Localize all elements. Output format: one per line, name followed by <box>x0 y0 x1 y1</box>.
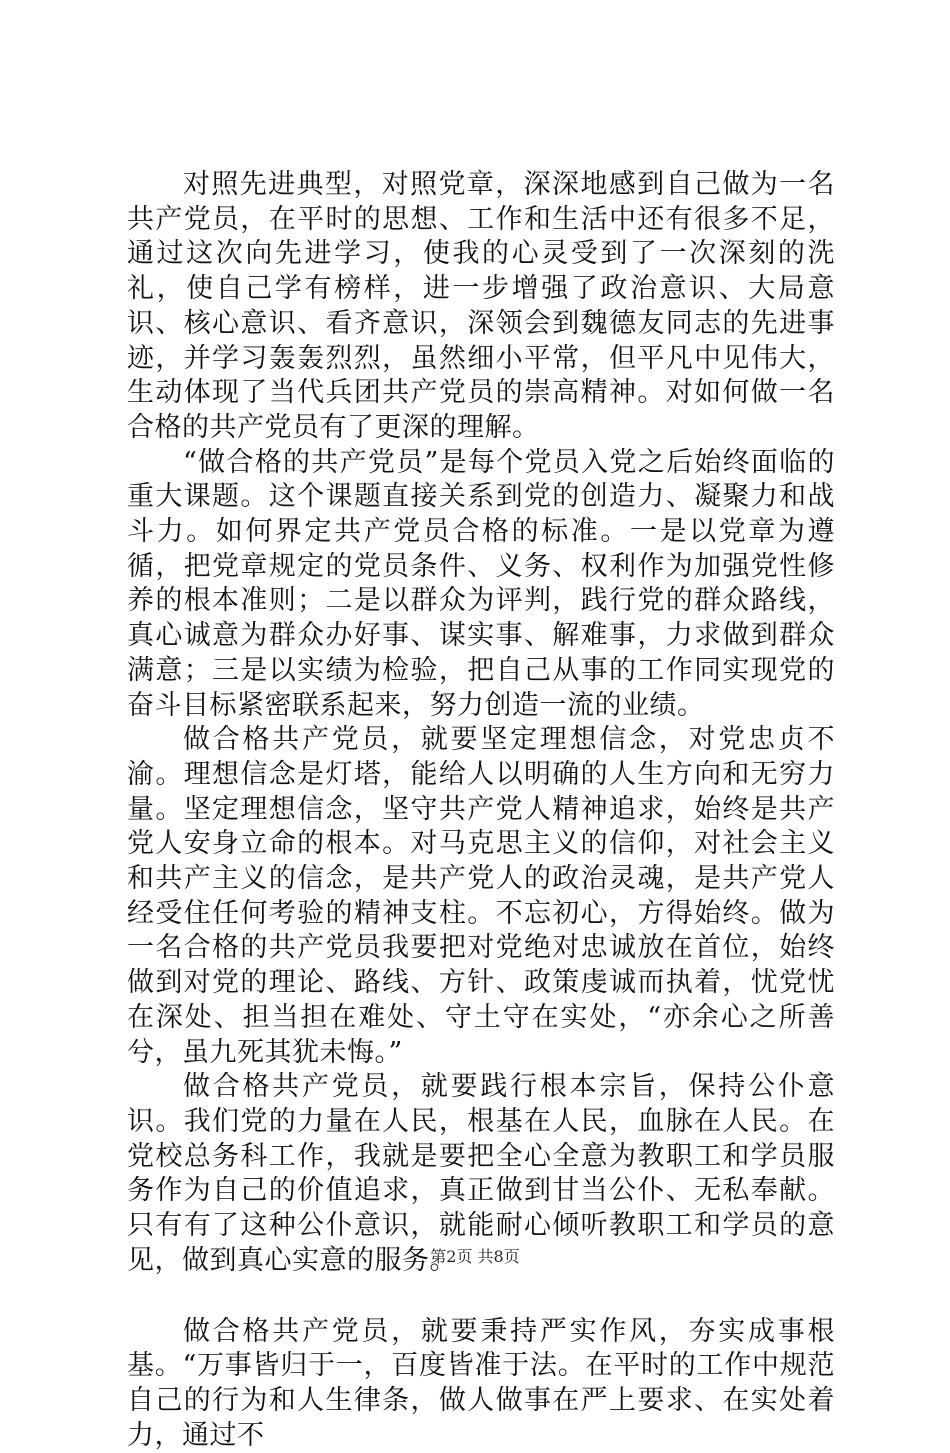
page-number-footer: 第2页 共8页 <box>0 1244 950 1267</box>
paragraph-1: 对照先进典型，对照党章，深深地感到自己做为一名共产党员，在平时的思想、工作和生活中还有很多不足，通过这次向先进学习，使我的心灵受到了一次深刻的洗礼，使自己学有榜样，进一步增强了政治意识、大局意识、核心意识、看齐意识，深领会到魏德友同志的先进事迹，并学习轰轰烈烈，虽然细小平常，但平凡中见伟大，生动体现了当代兵团共产党员的崇高精神。对如何做一名合格的共产党员有了更深的理解。 <box>127 168 835 446</box>
paragraph-5: 做合格共产党员，就要秉持严实作风，夯实成事根基。“万事皆归于一，百度皆准于法。在平时的工作中规范自己的行为和人生律条，做人做事在严上要求、在实处着力，通过不 <box>127 1315 835 1453</box>
paragraph-4: 做合格共产党员，就要践行根本宗旨，保持公仆意识。我们党的力量在人民，根基在人民，血脉在人民。在党校总务科工作，我就是要把全心全意为教职工和学员服务作为自己的价值追求，真正做到甘当公仆、无私奉献。只有有了这种公仆意识，就能耐心倾听教职工和学员的意见，做到真心实意的服务。 <box>127 1070 835 1278</box>
paragraph-gap <box>127 1279 835 1315</box>
paragraph-2: “做合格的共产党员”是每个党员入党之后始终面临的重大课题。这个课题直接关系到党的创造力、凝聚力和战斗力。如何界定共产党员合格的标准。一是以党章为遵循，把党章规定的党员条件、义务、权利作为加强党性修养的根本准则；二是以群众为评判，践行党的群众路线，真心诚意为群众办好事、谋实事、解难事，力求做到群众满意；三是以实绩为检验，把自己从事的工作同实现党的奋斗目标紧密联系起来，努力创造一流的业绩。 <box>127 446 835 724</box>
paragraph-3: 做合格共产党员，就要坚定理想信念，对党忠贞不渝。理想信念是灯塔，能给人以明确的人生方向和无穷力量。坚定理想信念，坚守共产党人精神追求，始终是共产党人安身立命的根本。对马克思主义的信仰，对社会主义和共产主义的信念，是共产党人的政治灵魂，是共产党人经受住任何考验的精神支柱。不忘初心，方得始终。做为一名合格的共产党员我要把对党绝对忠诚放在首位，始终做到对党的理论、路线、方针、政策虔诚而执着，忧党忧在深处、担当担在难处、守土守在实处，“亦余心之所善兮，虽九死其犹未悔。” <box>127 723 835 1070</box>
